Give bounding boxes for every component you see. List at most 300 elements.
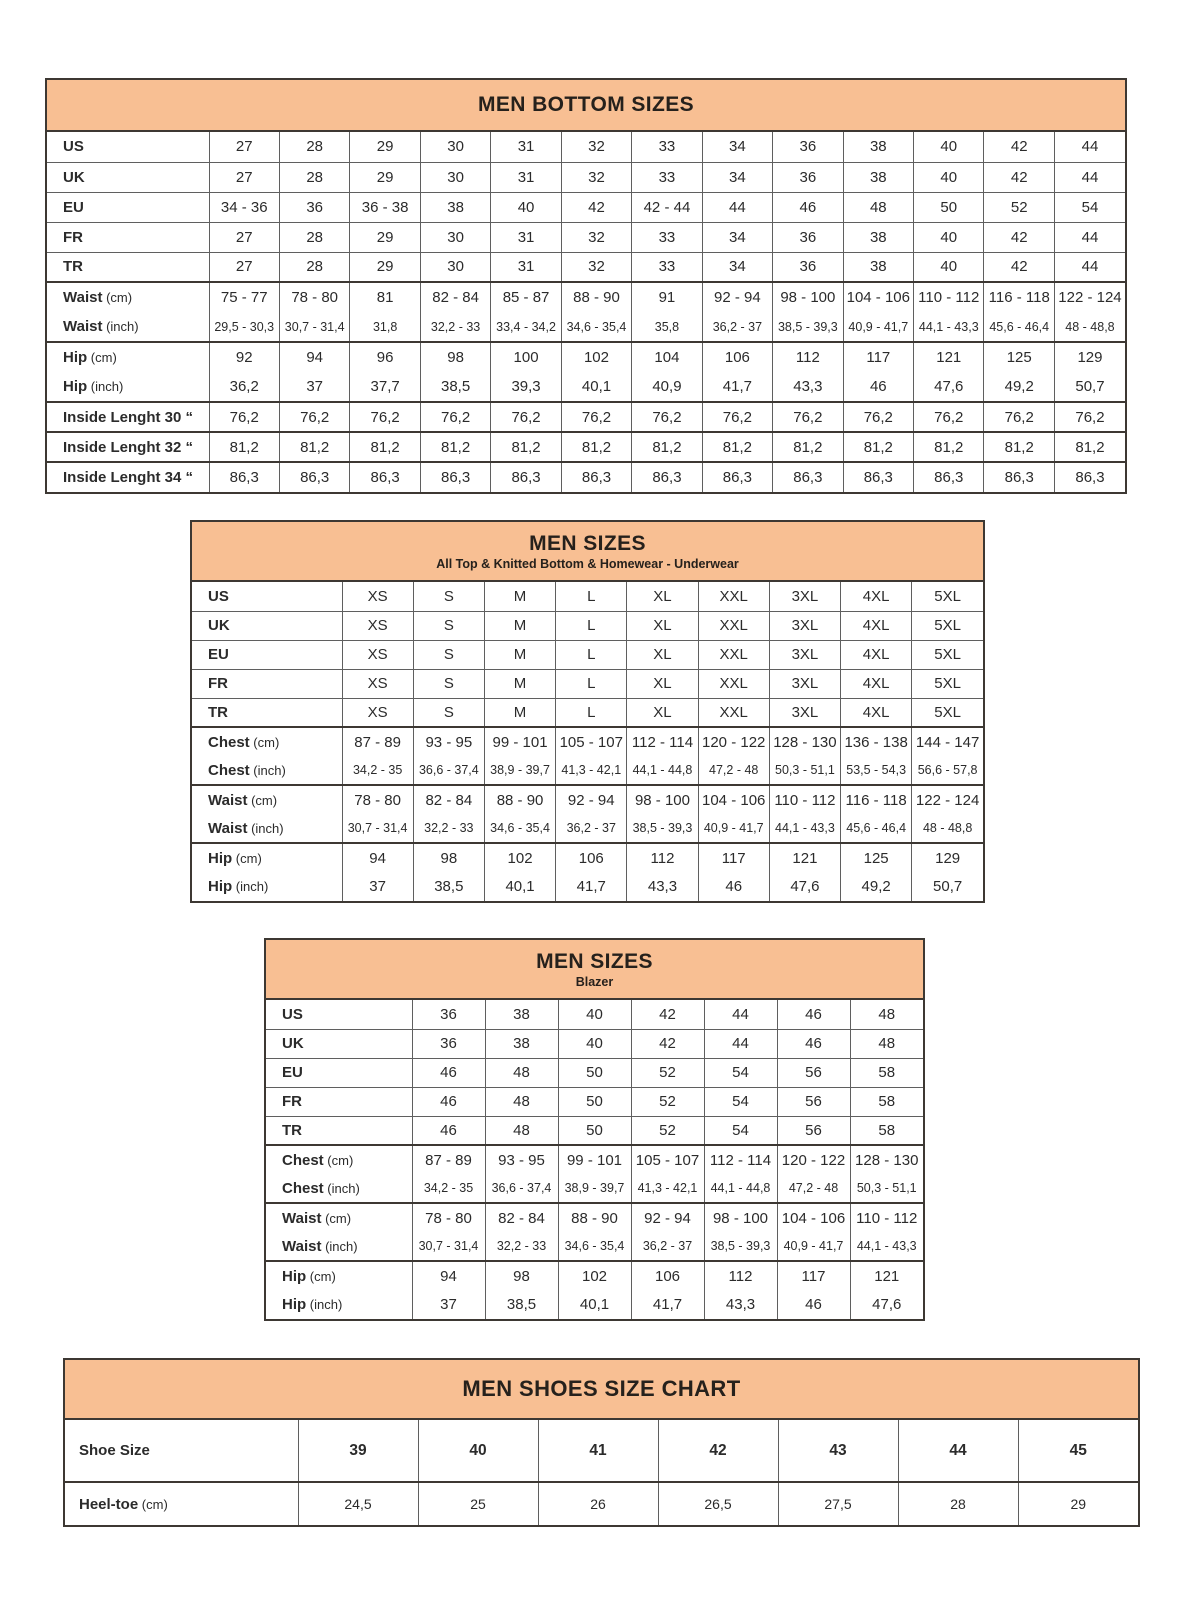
size-cell: 112 [773, 342, 843, 372]
size-cell: 3XL [769, 611, 840, 640]
size-cell: XS [342, 582, 413, 611]
size-cell: 58 [850, 1087, 923, 1116]
size-cell: 48 [850, 1029, 923, 1058]
size-cell: 41,3 - 42,1 [556, 756, 627, 785]
row-label: Chest (cm) [282, 1151, 354, 1169]
size-cell: 46 [777, 1029, 850, 1058]
size-cell: XS [342, 669, 413, 698]
size-cell: 86,3 [632, 462, 702, 492]
row-label: EU [192, 640, 342, 669]
size-cell: 41,7 [631, 1290, 704, 1319]
row-label: Waist (cm) [282, 1209, 352, 1227]
size-cell: 43,3 [773, 372, 843, 402]
table-row [266, 1087, 923, 1116]
size-cell: XXL [698, 582, 769, 611]
size-cell: 106 [556, 843, 627, 872]
size-cell: 102 [558, 1261, 631, 1290]
size-cell: 40 [418, 1420, 538, 1482]
size-cell: M [484, 611, 555, 640]
size-cell: 38,9 - 39,7 [558, 1174, 631, 1203]
size-cell: 38,5 [413, 872, 484, 901]
size-cell: 27,5 [778, 1482, 898, 1525]
size-cell: 4XL [841, 669, 912, 698]
size-cell: 120 - 122 [698, 727, 769, 756]
size-cell: 125 [841, 843, 912, 872]
size-cell: M [484, 640, 555, 669]
table-row [266, 1000, 923, 1029]
size-cell: 41,7 [702, 372, 772, 402]
table-row [192, 756, 983, 785]
table-row [192, 698, 983, 727]
size-cell: 38,5 [420, 372, 490, 402]
size-cell: 50,7 [912, 872, 983, 901]
size-cell: 106 [702, 342, 772, 372]
size-cell: 125 [984, 342, 1054, 372]
table-row [266, 1116, 923, 1145]
size-cell: XL [627, 640, 698, 669]
size-cell: 92 [209, 342, 279, 372]
size-cell: 99 - 101 [484, 727, 555, 756]
size-cell: 81,2 [632, 432, 702, 462]
size-cell: 38,5 - 39,3 [773, 312, 843, 342]
men-sizes-blazer-table [264, 938, 925, 1321]
size-cell: 81 [350, 282, 420, 312]
size-cell: 43 [778, 1420, 898, 1482]
size-cell: 76,2 [843, 402, 913, 432]
size-cell: 34 [702, 222, 772, 252]
size-cell: 36 [412, 1029, 485, 1058]
size-cell: 76,2 [984, 402, 1054, 432]
size-cell: XL [627, 669, 698, 698]
size-cell: 78 - 80 [412, 1203, 485, 1232]
size-cell: 87 - 89 [412, 1145, 485, 1174]
row-label: Hip (cm) [208, 849, 262, 867]
size-cell: 40 [914, 252, 984, 282]
size-cell: 46 [777, 1000, 850, 1029]
size-cell: 3XL [769, 582, 840, 611]
size-cell: 27 [209, 252, 279, 282]
men-bottom-sizes-table [45, 78, 1127, 494]
size-cell: 5XL [912, 582, 983, 611]
table-row [192, 872, 983, 901]
size-cell: 34 [702, 252, 772, 282]
size-cell: 48 [485, 1116, 558, 1145]
table-row [47, 402, 1125, 432]
size-cell: 92 - 94 [631, 1203, 704, 1232]
size-cell: 38 [843, 132, 913, 162]
size-cell: 50 [558, 1058, 631, 1087]
men-shoes-size-chart-table [63, 1358, 1140, 1527]
table-row [266, 1261, 923, 1290]
size-cell: 116 - 118 [841, 785, 912, 814]
size-cell: 28 [279, 132, 349, 162]
size-cell: 86,3 [1054, 462, 1125, 492]
size-cell: 105 - 107 [556, 727, 627, 756]
table-row [192, 582, 983, 611]
size-cell: 38 [485, 1029, 558, 1058]
size-cell: 81,2 [843, 432, 913, 462]
size-cell: 136 - 138 [841, 727, 912, 756]
size-cell: S [413, 640, 484, 669]
size-cell: 81,2 [561, 432, 631, 462]
size-cell: 32,2 - 33 [485, 1232, 558, 1261]
table-row [192, 669, 983, 698]
size-cell: 53,5 - 54,3 [841, 756, 912, 785]
row-label: UK [192, 611, 342, 640]
size-cell: 36 [773, 132, 843, 162]
size-cell: 30 [420, 222, 490, 252]
size-cell: L [556, 669, 627, 698]
size-cell: 25 [418, 1482, 538, 1525]
size-cell: 112 - 114 [704, 1145, 777, 1174]
size-cell: 31 [491, 252, 561, 282]
size-cell: 34 [702, 132, 772, 162]
size-cell: 29 [1018, 1482, 1138, 1525]
size-cell: 40 [558, 1000, 631, 1029]
size-cell: 94 [412, 1261, 485, 1290]
size-cell: 76,2 [561, 402, 631, 432]
size-cell: 81,2 [702, 432, 772, 462]
size-cell: 54 [704, 1058, 777, 1087]
size-cell: 5XL [912, 669, 983, 698]
size-cell: 42 [658, 1420, 778, 1482]
size-cell: S [413, 611, 484, 640]
size-cell: 52 [631, 1116, 704, 1145]
size-cell: 36 - 38 [350, 192, 420, 222]
size-cell: 34 [702, 162, 772, 192]
size-cell: 50 [558, 1116, 631, 1145]
size-cell: 31 [491, 132, 561, 162]
size-cell: 82 - 84 [485, 1203, 558, 1232]
size-cell: 4XL [841, 611, 912, 640]
size-cell: 3XL [769, 669, 840, 698]
size-cell: 27 [209, 132, 279, 162]
row-label: Inside Lenght 30 “ [63, 408, 194, 426]
size-cell: 144 - 147 [912, 727, 983, 756]
row-label: Chest (inch) [282, 1179, 360, 1197]
size-cell: 29 [350, 222, 420, 252]
size-cell: XXL [698, 640, 769, 669]
size-cell: 36 [773, 252, 843, 282]
size-cell: 88 - 90 [561, 282, 631, 312]
row-label: Waist (inch) [282, 1237, 358, 1255]
size-cell: 81,2 [420, 432, 490, 462]
size-cell: 44,1 - 43,3 [850, 1232, 923, 1261]
size-cell: 106 [631, 1261, 704, 1290]
table-row [47, 192, 1125, 222]
size-cell: 44 [1054, 162, 1125, 192]
table-row [47, 462, 1125, 492]
size-cell: 42 [984, 162, 1054, 192]
size-cell: 38 [420, 192, 490, 222]
size-cell: 46 [777, 1290, 850, 1319]
size-cell: 88 - 90 [558, 1203, 631, 1232]
row-label: EU [266, 1058, 412, 1087]
size-cell: 30,7 - 31,4 [342, 814, 413, 843]
size-cell: 46 [773, 192, 843, 222]
size-cell: 76,2 [491, 402, 561, 432]
size-cell: 86,3 [914, 462, 984, 492]
size-cell: 31,8 [350, 312, 420, 342]
table-row [266, 1203, 923, 1232]
size-cell: 44 [702, 192, 772, 222]
size-cell: 40 [914, 162, 984, 192]
table-row [47, 312, 1125, 342]
size-cell: 34,2 - 35 [412, 1174, 485, 1203]
table-row [266, 1145, 923, 1174]
size-cell: XXL [698, 698, 769, 727]
table-row [192, 640, 983, 669]
size-cell: 32,2 - 33 [420, 312, 490, 342]
table-row [65, 1420, 1138, 1482]
size-cell: 117 [843, 342, 913, 372]
size-cell: 50,7 [1054, 372, 1125, 402]
size-cell: 42 - 44 [632, 192, 702, 222]
size-cell: 5XL [912, 611, 983, 640]
size-cell: 38 [843, 252, 913, 282]
size-cell: 94 [279, 342, 349, 372]
size-cell: 76,2 [420, 402, 490, 432]
size-cell: 81,2 [914, 432, 984, 462]
size-cell: 76,2 [632, 402, 702, 432]
size-cell: 122 - 124 [1054, 282, 1125, 312]
size-cell: 42 [631, 1029, 704, 1058]
size-cell: 116 - 118 [984, 282, 1054, 312]
row-label: TR [47, 252, 209, 282]
size-cell: 41,7 [556, 872, 627, 901]
size-cell: 98 - 100 [704, 1203, 777, 1232]
size-cell: 37 [342, 872, 413, 901]
size-cell: 78 - 80 [342, 785, 413, 814]
size-cell: 45 [1018, 1420, 1138, 1482]
size-cell: 44,1 - 43,3 [769, 814, 840, 843]
size-cell: 40,1 [561, 372, 631, 402]
row-label: Waist (inch) [208, 819, 284, 837]
size-cell: 50 [914, 192, 984, 222]
size-cell: 76,2 [279, 402, 349, 432]
size-cell: 27 [209, 162, 279, 192]
size-cell: XL [627, 582, 698, 611]
size-cell: 88 - 90 [484, 785, 555, 814]
size-cell: 85 - 87 [491, 282, 561, 312]
size-cell: 33 [632, 132, 702, 162]
size-cell: 82 - 84 [420, 282, 490, 312]
size-cell: 76,2 [209, 402, 279, 432]
row-label: Inside Lenght 32 “ [63, 438, 194, 456]
row-label: Waist (cm) [208, 791, 278, 809]
row-label: US [63, 138, 84, 156]
size-cell: 121 [914, 342, 984, 372]
row-label: FR [266, 1087, 412, 1116]
row-label: EU [47, 192, 209, 222]
table-row [266, 1174, 923, 1203]
size-cell: 4XL [841, 640, 912, 669]
size-cell: 34,6 - 35,4 [484, 814, 555, 843]
size-cell: 52 [631, 1087, 704, 1116]
size-cell: 31 [491, 162, 561, 192]
size-cell: 41,3 - 42,1 [631, 1174, 704, 1203]
size-cell: 81,2 [984, 432, 1054, 462]
table-row [47, 342, 1125, 372]
size-cell: 75 - 77 [209, 282, 279, 312]
size-cell: 32 [561, 132, 631, 162]
size-cell: 50,3 - 51,1 [769, 756, 840, 785]
size-cell: 128 - 130 [769, 727, 840, 756]
size-cell: 81,2 [1054, 432, 1125, 462]
size-cell: 40,1 [558, 1290, 631, 1319]
size-cell: 36,2 - 37 [631, 1232, 704, 1261]
size-cell: M [484, 698, 555, 727]
size-cell: 37,7 [350, 372, 420, 402]
size-cell: 49,2 [841, 872, 912, 901]
size-grid [266, 1000, 923, 1319]
row-label: Chest (inch) [208, 761, 286, 779]
size-cell: 96 [350, 342, 420, 372]
size-cell: S [413, 582, 484, 611]
size-cell: 117 [777, 1261, 850, 1290]
table-subtitle: Blazer [575, 974, 614, 989]
size-cell: 28 [279, 162, 349, 192]
size-cell: 28 [279, 252, 349, 282]
size-cell: 98 [420, 342, 490, 372]
size-cell: 110 - 112 [850, 1203, 923, 1232]
size-cell: 99 - 101 [558, 1145, 631, 1174]
size-cell: 56 [777, 1116, 850, 1145]
row-label: US [208, 587, 229, 605]
size-cell: 44 [898, 1420, 1018, 1482]
size-cell: 102 [561, 342, 631, 372]
size-cell: 37 [279, 372, 349, 402]
size-cell: 33,4 - 34,2 [491, 312, 561, 342]
row-label: Hip (inch) [282, 1296, 343, 1313]
size-cell: 86,3 [561, 462, 631, 492]
size-cell: 93 - 95 [485, 1145, 558, 1174]
size-cell: 98 [413, 843, 484, 872]
size-cell: 40,9 [632, 372, 702, 402]
size-cell: 42 [561, 192, 631, 222]
size-grid [47, 132, 1125, 492]
table-row [266, 1290, 923, 1319]
size-cell: L [556, 582, 627, 611]
size-cell: 44 [1054, 222, 1125, 252]
size-cell: 110 - 112 [769, 785, 840, 814]
row-label: US [282, 1005, 303, 1023]
size-cell: 92 - 94 [556, 785, 627, 814]
size-cell: 86,3 [491, 462, 561, 492]
table-row [65, 1482, 1138, 1525]
size-cell: 34,6 - 35,4 [561, 312, 631, 342]
size-cell: 58 [850, 1116, 923, 1145]
row-label: Heel-toe (cm) [79, 1495, 168, 1513]
size-cell: 52 [631, 1058, 704, 1087]
size-cell: 48 - 48,8 [912, 814, 983, 843]
size-cell: 86,3 [984, 462, 1054, 492]
size-cell: 129 [912, 843, 983, 872]
table-row [47, 222, 1125, 252]
size-cell: 76,2 [773, 402, 843, 432]
men-sizes-top-table [190, 520, 985, 903]
size-cell: 24,5 [298, 1482, 418, 1525]
size-cell: 45,6 - 46,4 [984, 312, 1054, 342]
size-cell: 32 [561, 252, 631, 282]
size-cell: 81,2 [209, 432, 279, 462]
size-cell: 54 [1054, 192, 1125, 222]
size-cell: XS [342, 640, 413, 669]
size-cell: 50,3 - 51,1 [850, 1174, 923, 1203]
size-cell: 3XL [769, 698, 840, 727]
size-cell: XXL [698, 669, 769, 698]
table-row [192, 814, 983, 843]
size-cell: 40 [914, 132, 984, 162]
size-cell: 117 [698, 843, 769, 872]
size-cell: 91 [632, 282, 702, 312]
size-grid [65, 1420, 1138, 1525]
size-cell: 34 - 36 [209, 192, 279, 222]
size-cell: 45,6 - 46,4 [841, 814, 912, 843]
size-cell: XS [342, 611, 413, 640]
size-cell: 43,3 [704, 1290, 777, 1319]
size-cell: 86,3 [420, 462, 490, 492]
size-cell: 44,1 - 43,3 [914, 312, 984, 342]
table-row [47, 372, 1125, 402]
size-cell: 121 [769, 843, 840, 872]
size-cell: 112 - 114 [627, 727, 698, 756]
size-cell: 43,3 [627, 872, 698, 901]
size-cell: 87 - 89 [342, 727, 413, 756]
size-cell: 48 [850, 1000, 923, 1029]
row-label: TR [266, 1116, 412, 1145]
row-label: UK [47, 162, 209, 192]
size-cell: 52 [984, 192, 1054, 222]
size-cell: 31 [491, 222, 561, 252]
size-cell: 42 [984, 132, 1054, 162]
size-cell: 44 [1054, 252, 1125, 282]
size-cell: 30,7 - 31,4 [279, 312, 349, 342]
size-cell: 26,5 [658, 1482, 778, 1525]
size-cell: 47,6 [914, 372, 984, 402]
size-cell: 112 [704, 1261, 777, 1290]
size-cell: 27 [209, 222, 279, 252]
row-label: FR [192, 669, 342, 698]
size-cell: 86,3 [279, 462, 349, 492]
size-cell: 32,2 - 33 [413, 814, 484, 843]
size-cell: 36 [773, 162, 843, 192]
size-cell: 29 [350, 132, 420, 162]
size-cell: 98 [485, 1261, 558, 1290]
table-header [65, 1360, 1138, 1420]
size-cell: 36,2 - 37 [702, 312, 772, 342]
table-row [192, 611, 983, 640]
row-label: Hip (inch) [208, 878, 269, 895]
size-cell: 29 [350, 162, 420, 192]
size-cell: 86,3 [209, 462, 279, 492]
size-cell: 102 [484, 843, 555, 872]
size-cell: 36 [773, 222, 843, 252]
table-row [192, 727, 983, 756]
size-cell: 32 [561, 162, 631, 192]
size-cell: 78 - 80 [279, 282, 349, 312]
size-cell: 81,2 [491, 432, 561, 462]
size-cell: 44 [1054, 132, 1125, 162]
size-cell: 54 [704, 1087, 777, 1116]
size-cell: 81,2 [350, 432, 420, 462]
size-cell: 4XL [841, 698, 912, 727]
size-cell: S [413, 669, 484, 698]
size-cell: 92 - 94 [702, 282, 772, 312]
size-cell: 47,6 [850, 1290, 923, 1319]
size-cell: L [556, 640, 627, 669]
size-cell: 40,9 - 41,7 [698, 814, 769, 843]
